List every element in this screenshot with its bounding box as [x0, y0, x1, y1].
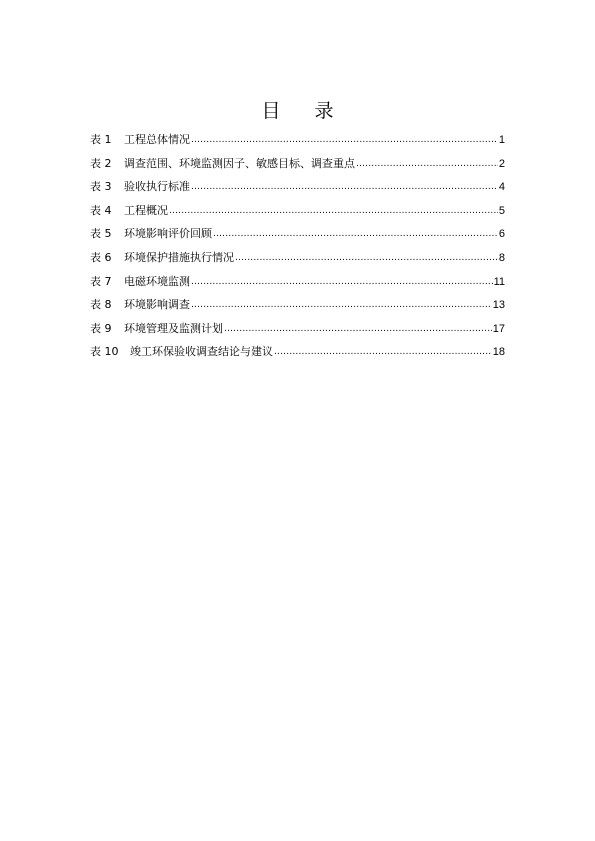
- toc-entry-label: 表 4: [90, 203, 112, 217]
- toc-entry[interactable]: [90, 152, 505, 176]
- toc-entry-text: 工程概况: [124, 203, 168, 217]
- toc-entry[interactable]: [90, 175, 505, 199]
- toc-entry-text: 竣工环保验收调查结论与建议: [130, 345, 273, 359]
- toc-entry-page: 5: [498, 204, 505, 217]
- toc-entry-label: 表 5: [90, 227, 112, 241]
- toc-leader-dots: [191, 294, 492, 318]
- toc-entry-label: 表 6: [90, 250, 112, 264]
- toc-entry-text: 调查范围、环境监测因子、敏感目标、调查重点: [124, 156, 355, 170]
- toc-entry-page: 2: [498, 157, 505, 170]
- toc-entry-label: 表 7: [90, 274, 112, 288]
- toc-leader-dots: [213, 223, 498, 247]
- toc-entry-page: 6: [498, 228, 505, 241]
- toc-entry[interactable]: [90, 270, 505, 294]
- toc-entry[interactable]: [90, 128, 505, 152]
- toc-entry-text: 验收执行标准: [124, 180, 190, 194]
- toc-title-part-1: 目: [261, 100, 281, 122]
- toc-title-part-2: 录: [314, 100, 334, 122]
- toc-entry-label: 表 9: [90, 321, 112, 335]
- toc-entry[interactable]: [90, 199, 505, 223]
- toc-entry-text: 环境保护措施执行情况: [124, 250, 234, 264]
- toc-entry-text: 电磁环境监测: [124, 274, 190, 288]
- toc-leader-dots: [191, 176, 498, 200]
- toc-leader-dots: [274, 341, 492, 365]
- toc-leader-dots: [235, 247, 498, 271]
- toc-leader-dots: [224, 318, 492, 342]
- toc-entry-text: 环境管理及监测计划: [124, 321, 223, 335]
- toc-entry-page: 17: [492, 322, 505, 335]
- toc-entry-page: 11: [493, 275, 505, 288]
- toc-entry-page: 4: [498, 181, 505, 194]
- toc-leader-dots: [191, 271, 493, 295]
- toc-list: [90, 128, 505, 364]
- toc-entry-label: 表 3: [90, 180, 112, 194]
- toc-entry-page: 8: [498, 251, 505, 264]
- toc-entry-label: 表 1: [90, 133, 112, 146]
- toc-leader-dots: [169, 200, 498, 224]
- toc-entry-label: 表 2: [90, 156, 112, 170]
- toc-entry[interactable]: [90, 340, 505, 364]
- toc-entry-text: 环境影响评价回顾: [124, 227, 212, 241]
- toc-entry[interactable]: [90, 317, 505, 341]
- toc-entry-text: 环境影响调查: [124, 298, 190, 312]
- toc-leader-dots: [356, 153, 498, 177]
- toc-entry-label: 表 8: [90, 298, 112, 312]
- toc-entry-page: 1: [498, 134, 505, 146]
- toc-title: [0, 99, 595, 123]
- toc-entry[interactable]: [90, 222, 505, 246]
- toc-entry-text: 工程总体情况: [124, 133, 190, 146]
- toc-entry[interactable]: [90, 293, 505, 317]
- toc-entry[interactable]: [90, 246, 505, 270]
- toc-leader-dots: [191, 129, 498, 153]
- toc-entry-page: 13: [492, 299, 505, 312]
- toc-entry-page: 18: [492, 346, 505, 359]
- toc-entry-label: 表 10: [90, 345, 119, 359]
